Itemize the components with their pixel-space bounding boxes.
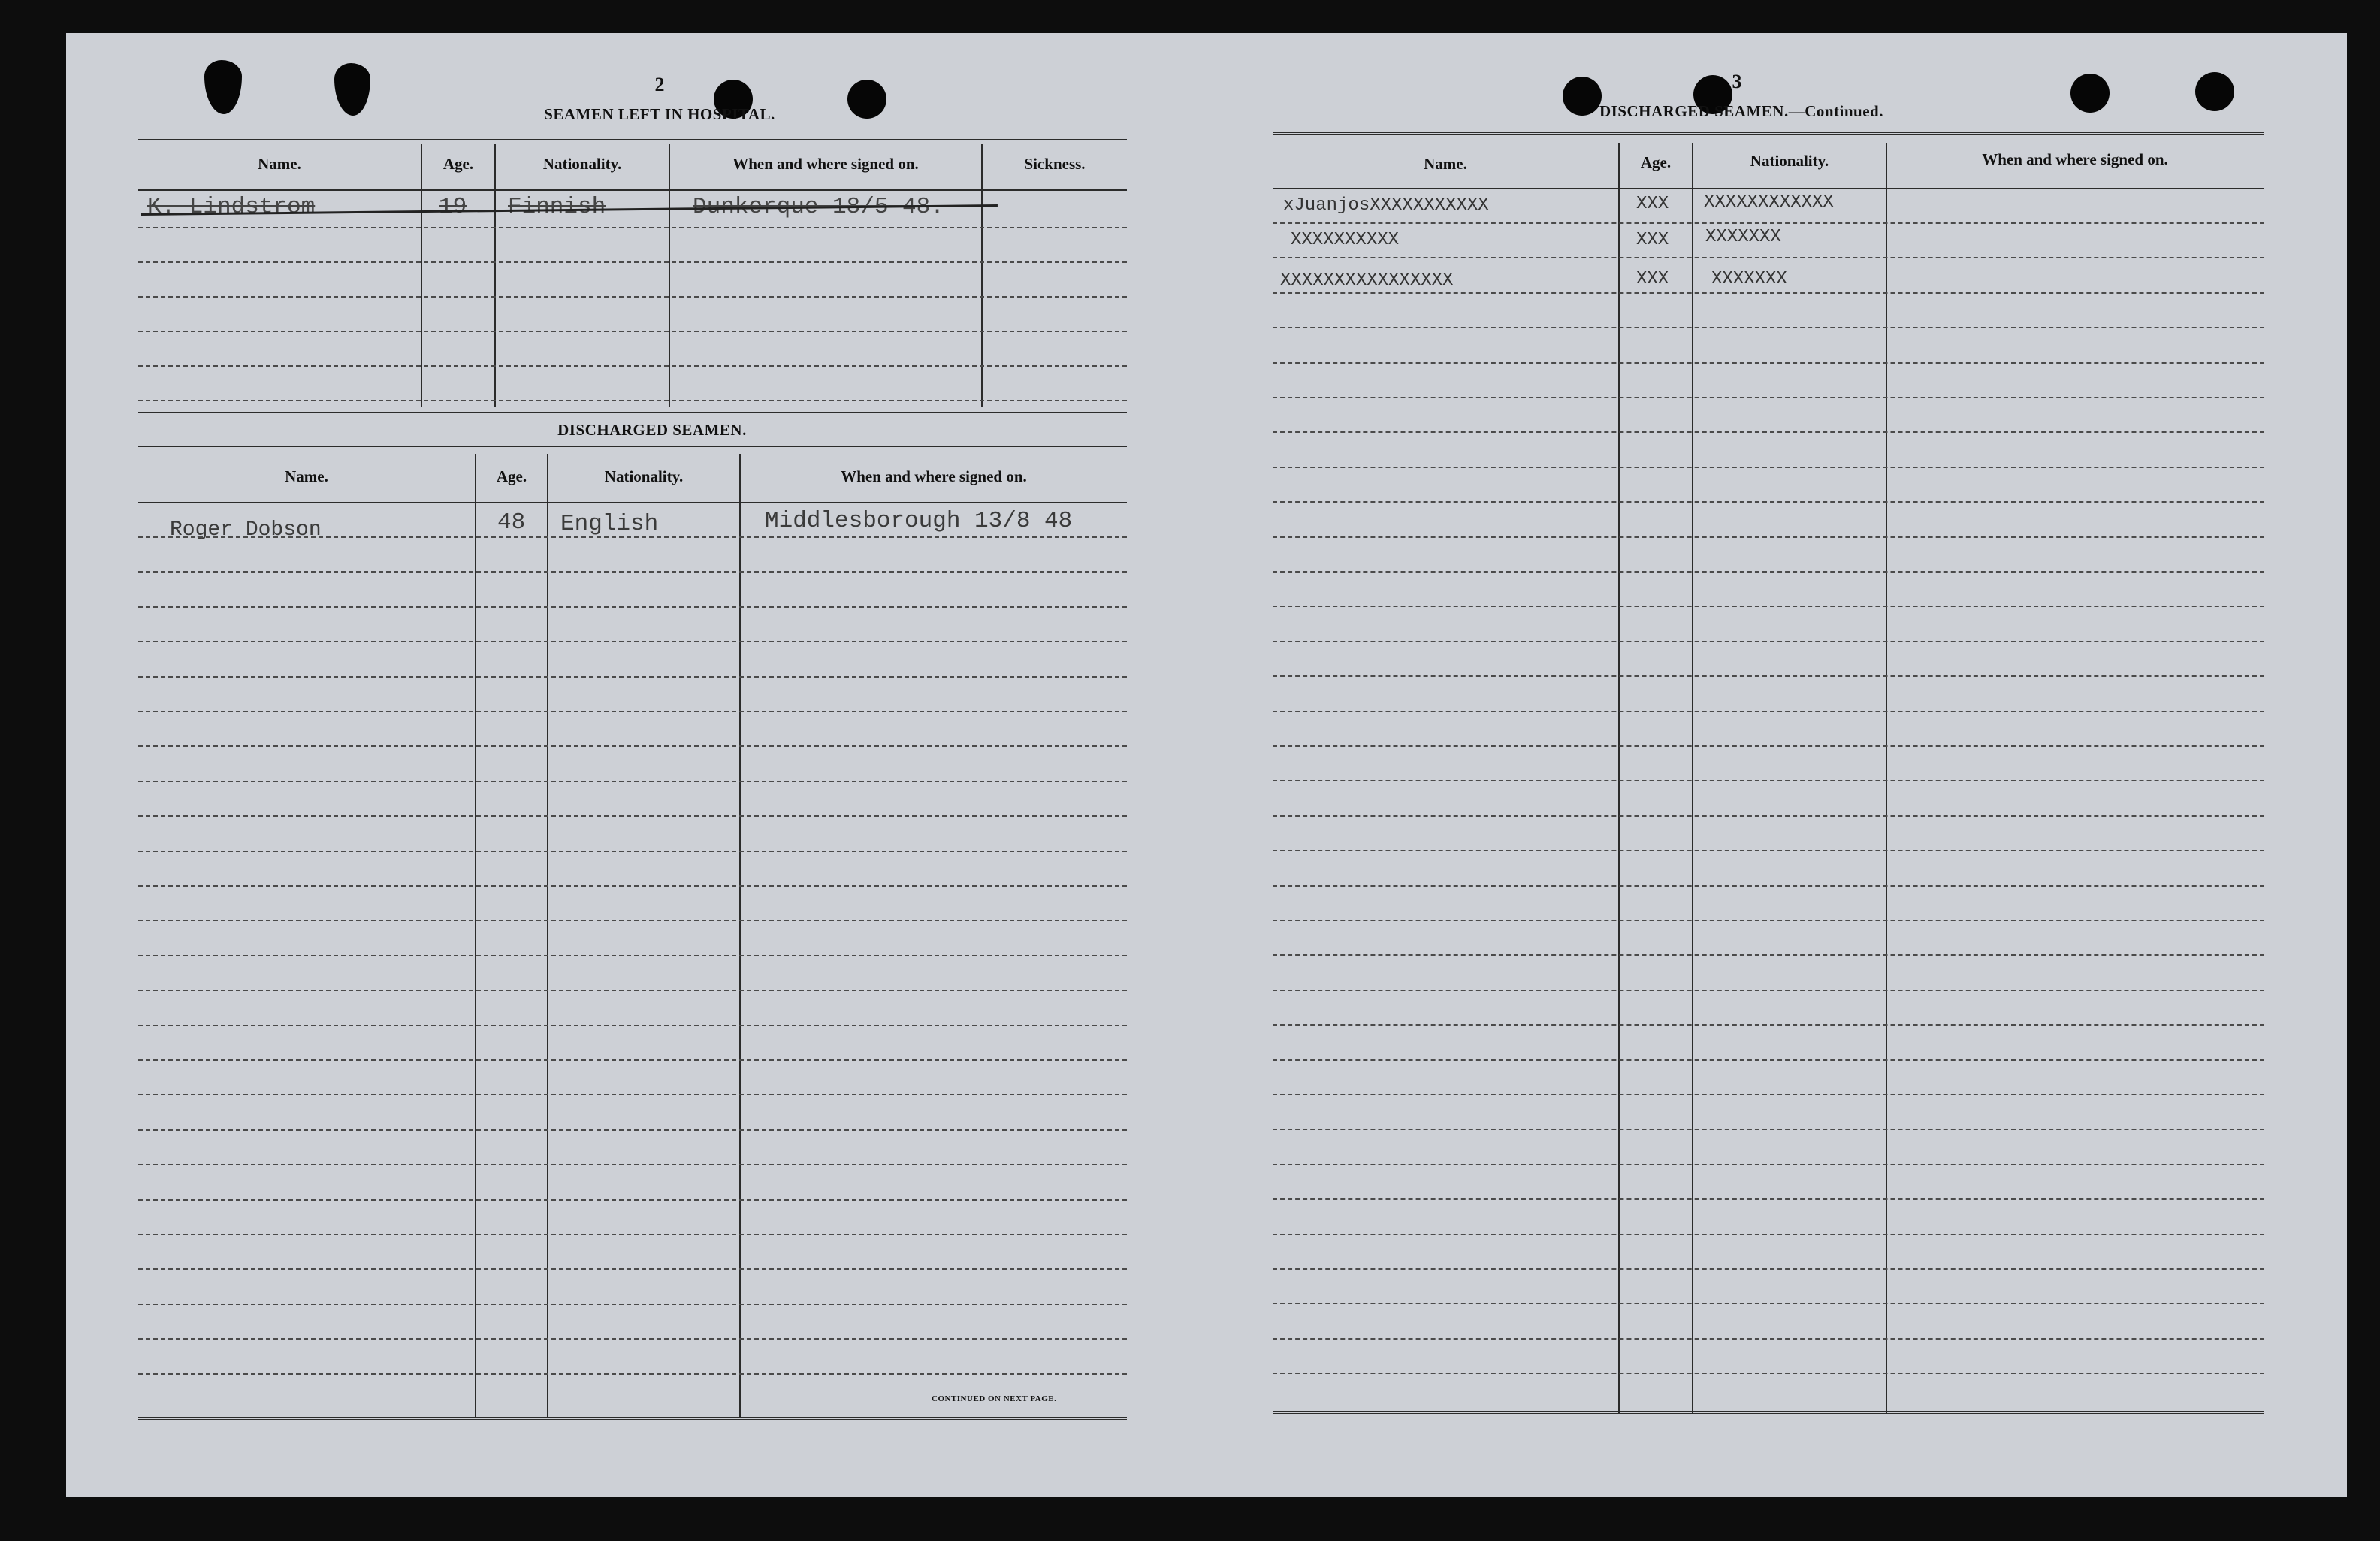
header-rule (138, 189, 1127, 191)
column-divider (421, 144, 422, 407)
discharged-signed-on: Middlesborough 13/8 48 (765, 508, 1073, 534)
punch-hole (2070, 74, 2110, 113)
column-divider (1692, 143, 1693, 1414)
row-line (1273, 1303, 2264, 1304)
row-line (1273, 501, 2264, 503)
row-line (138, 1164, 1127, 1165)
xout-age: XXX (1636, 194, 1669, 214)
bottom-rule (1273, 1411, 2264, 1414)
column-header-age: Age. (496, 467, 527, 485)
column-header-nationality: Nationality. (542, 155, 622, 173)
row-line (138, 1373, 1127, 1375)
discharged-section-title: DISCHARGED SEAMEN. (557, 421, 747, 439)
column-divider (981, 144, 983, 407)
row-line (1273, 606, 2264, 607)
row-line (1273, 431, 2264, 433)
row-line (1273, 327, 2264, 328)
row-line (1273, 1094, 2264, 1095)
hospital-signed-on: Dunkerque 18/5 48. (693, 194, 944, 220)
column-header-sickness: Sickness. (1024, 155, 1086, 173)
punch-hole (2195, 72, 2234, 111)
column-divider (1886, 143, 1887, 1414)
column-divider (669, 144, 670, 407)
punch-hole (334, 63, 370, 116)
discharged-nationality: English (560, 511, 659, 537)
hospital-nationality: Finnish (508, 194, 606, 220)
row-line (138, 641, 1127, 642)
row-line (138, 920, 1127, 921)
divider (1273, 132, 2264, 135)
hospital-name: K. Lindstrom (147, 194, 316, 220)
column-header-age: Age. (1640, 153, 1672, 171)
row-line (1273, 1373, 2264, 1374)
page-number: 2 (654, 74, 665, 95)
row-line (138, 1094, 1127, 1095)
row-line (138, 261, 1127, 263)
row-line (138, 1304, 1127, 1305)
column-divider (494, 144, 496, 407)
row-line (138, 711, 1127, 712)
discharged-continued-title: DISCHARGED SEAMEN.—Continued. (1599, 102, 1883, 120)
row-line (1273, 885, 2264, 887)
header-rule (138, 502, 1127, 503)
xout-age: XXX (1636, 269, 1669, 289)
column-divider (1618, 143, 1620, 1414)
discharged-age: 48 (497, 509, 526, 536)
row-line (138, 781, 1127, 782)
xout-name: XXXXXXXXXX (1291, 230, 1400, 250)
xout-name: xJuanjosXXXXXXXXXXX (1283, 195, 1489, 216)
register-sheet (66, 33, 2347, 1497)
row-line (1273, 990, 2264, 991)
row-line (138, 1059, 1127, 1061)
row-line (1273, 222, 2264, 224)
row-line (138, 745, 1127, 747)
row-line (1273, 397, 2264, 398)
row-line (138, 990, 1127, 991)
row-line (138, 1129, 1127, 1131)
page-number: 3 (1732, 71, 1742, 92)
column-divider (475, 454, 476, 1417)
column-divider (547, 454, 548, 1417)
row-line (1273, 257, 2264, 258)
column-header-nationality: Nationality. (604, 467, 684, 485)
row-line (138, 851, 1127, 852)
row-line (138, 1199, 1127, 1201)
xout-age: XXX (1636, 230, 1669, 250)
column-header-signed-on: When and where signed on. (841, 467, 1027, 485)
row-line (1273, 711, 2264, 712)
row-line (1273, 815, 2264, 817)
column-header-nationality: Nationality. (1750, 152, 1829, 170)
row-line (1273, 675, 2264, 677)
row-line (1273, 641, 2264, 642)
row-line (1273, 1338, 2264, 1340)
hospital-section-title: SEAMEN LEFT IN HOSPITAL. (544, 105, 775, 123)
row-line (138, 1338, 1127, 1340)
row-line (138, 1268, 1127, 1270)
hospital-age: 19 (439, 194, 467, 220)
row-line (1273, 1024, 2264, 1026)
xout-nationality: XXXXXXX (1705, 227, 1781, 247)
column-header-signed-on: When and where signed on. (732, 155, 919, 173)
xout-name: XXXXXXXXXXXXXXXX (1280, 270, 1454, 291)
row-line (1273, 362, 2264, 364)
row-line (138, 1025, 1127, 1026)
bottom-rule (138, 1417, 1127, 1420)
discharged-name: Roger Dobson (170, 518, 322, 542)
row-line (1273, 1234, 2264, 1235)
column-header-signed-on: When and where signed on. (1982, 150, 2168, 168)
column-header-name: Name. (258, 155, 301, 173)
column-header-name: Name. (285, 467, 328, 485)
row-line (1273, 745, 2264, 747)
row-line (1273, 920, 2264, 921)
row-line (138, 1234, 1127, 1235)
row-line (1273, 536, 2264, 538)
row-line (1273, 571, 2264, 573)
row-line (1273, 1164, 2264, 1165)
continued-note: CONTINUED ON NEXT PAGE. (932, 1394, 1057, 1404)
header-rule (1273, 188, 2264, 189)
row-line (138, 296, 1127, 298)
row-line (1273, 1059, 2264, 1061)
row-line (138, 571, 1127, 573)
row-line (138, 606, 1127, 608)
divider (138, 446, 1127, 449)
row-line (1273, 1198, 2264, 1200)
row-line (138, 815, 1127, 817)
xout-nationality: XXXXXXXXXXXX (1704, 192, 1834, 213)
divider (138, 137, 1127, 140)
row-line (138, 365, 1127, 367)
row-line (1273, 850, 2264, 851)
row-line (1273, 467, 2264, 468)
row-line (1273, 292, 2264, 294)
row-line (138, 227, 1127, 228)
row-line (1273, 954, 2264, 956)
row-line (138, 885, 1127, 887)
row-line (1273, 1268, 2264, 1270)
row-line (1273, 780, 2264, 781)
section-rule (138, 412, 1127, 413)
row-line (138, 676, 1127, 678)
row-line (138, 400, 1127, 401)
xout-nationality: XXXXXXX (1711, 269, 1787, 289)
row-line (138, 331, 1127, 332)
row-line (138, 955, 1127, 956)
column-header-age: Age. (442, 155, 474, 173)
row-line (1273, 1129, 2264, 1130)
column-header-name: Name. (1424, 155, 1467, 173)
punch-hole (204, 60, 242, 114)
column-divider (739, 454, 741, 1417)
row-line (138, 536, 1127, 538)
